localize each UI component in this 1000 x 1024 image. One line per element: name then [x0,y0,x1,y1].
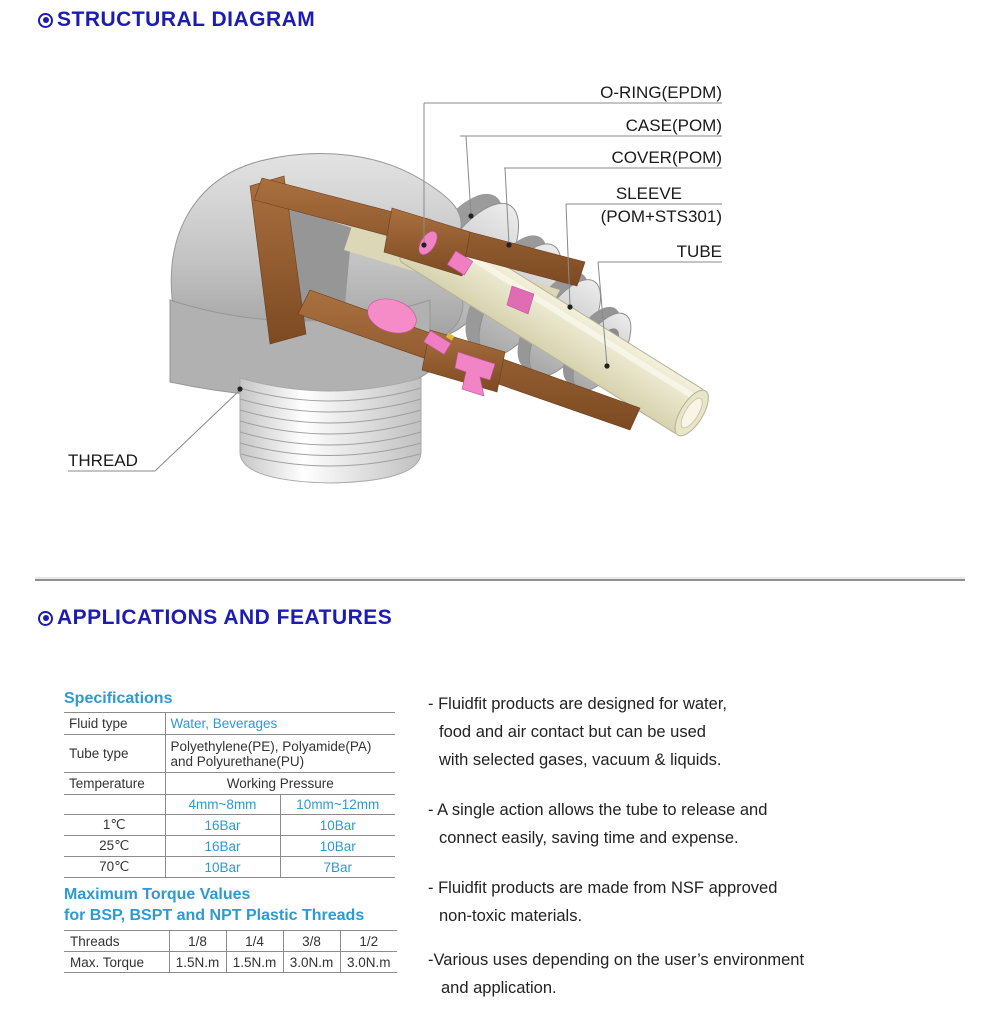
spec-pressure-1-1: 16Bar [165,836,280,857]
spec-temp-1: 25℃ [64,836,165,857]
torque-header-0: Threads [64,931,169,952]
table-row [64,735,395,773]
torque-heading-line2: for BSP, BSPT and NPT Plastic Threads [64,907,365,924]
spec-pressure-0-2: 10Bar [280,815,395,836]
torque-heading-line1: Maximum Torque Values [64,886,251,903]
table-row [64,795,395,815]
label-sleeve-material: (POM+STS301) [600,207,722,226]
label-tube: TUBE [676,242,722,261]
spec-fluid-type-value: Water, Beverages [165,713,395,735]
torque-header-1: 1/8 [169,931,226,952]
spec-temp-2: 70℃ [64,857,165,878]
spec-size-col2: 10mm~12mm [280,795,395,815]
feature-line: non-toxic materials. [439,907,583,925]
table-row [64,815,395,836]
table-row [64,713,395,735]
table-row [64,952,397,973]
label-oring: O-RING(EPDM) [600,83,722,102]
torque-value-1: 1.5N.m [169,952,226,973]
feature-line: - A single action allows the tube to release and [428,801,768,819]
feature-line: - Fluidfit products are made from NSF approved [428,879,778,897]
feature-line: with selected gases, vacuum & liquids. [439,751,722,769]
spec-working-pressure-label: Working Pressure [165,773,395,795]
label-sleeve: SLEEVE [615,184,682,203]
section-title-structural-text: STRUCTURAL DIAGRAM [57,8,316,31]
table-row [64,857,395,878]
spec-size-col1: 4mm~8mm [165,795,280,815]
label-case: CASE(POM) [625,116,722,135]
torque-header-2: 1/4 [226,931,283,952]
section-title-applications-text: APPLICATIONS AND FEATURES [57,606,393,629]
feature-item [428,874,1000,930]
feature-item [428,690,1000,774]
label-cover: COVER(POM) [611,148,722,167]
feature-line: connect easily, saving time and expense. [439,829,739,847]
label-thread: THREAD [68,451,138,470]
specifications-heading: Specifications [64,690,173,707]
specifications-table [64,712,395,878]
section-title-applications [38,606,392,630]
torque-value-0: Max. Torque [64,952,169,973]
torque-heading [64,884,364,926]
table-row [64,931,397,952]
features-list [428,690,1000,1024]
feature-item [428,796,1000,852]
thread-part [240,378,421,483]
spec-empty-cell [64,795,165,815]
feature-line: and application. [441,979,557,997]
spec-tube-type-value: Polyethylene(PE), Polyamide(PA) and Polyurethane(PU) [165,735,395,773]
torque-value-3: 3.0N.m [283,952,340,973]
torque-table [64,930,397,973]
spec-temperature-label: Temperature [64,773,165,795]
feature-line: - Fluidfit products are designed for water, [428,695,727,713]
torque-header-3: 3/8 [283,931,340,952]
spec-pressure-0-1: 16Bar [165,815,280,836]
spec-temp-0: 1℃ [64,815,165,836]
section-divider [35,579,965,581]
torque-value-4: 3.0N.m [340,952,397,973]
spec-pressure-2-2: 7Bar [280,857,395,878]
spec-pressure-2-1: 10Bar [165,857,280,878]
spec-tube-type-label: Tube type [64,735,165,773]
torque-header-4: 1/2 [340,931,397,952]
table-row [64,773,395,795]
feature-line: food and air contact but can be used [439,723,706,741]
torque-value-2: 1.5N.m [226,952,283,973]
spec-fluid-type-label: Fluid type [64,713,165,735]
feature-item [428,946,1000,1002]
circled-dot-icon [38,611,53,626]
table-row [64,836,395,857]
feature-line: -Various uses depending on the user’s environment [428,951,805,969]
spec-pressure-1-2: 10Bar [280,836,395,857]
